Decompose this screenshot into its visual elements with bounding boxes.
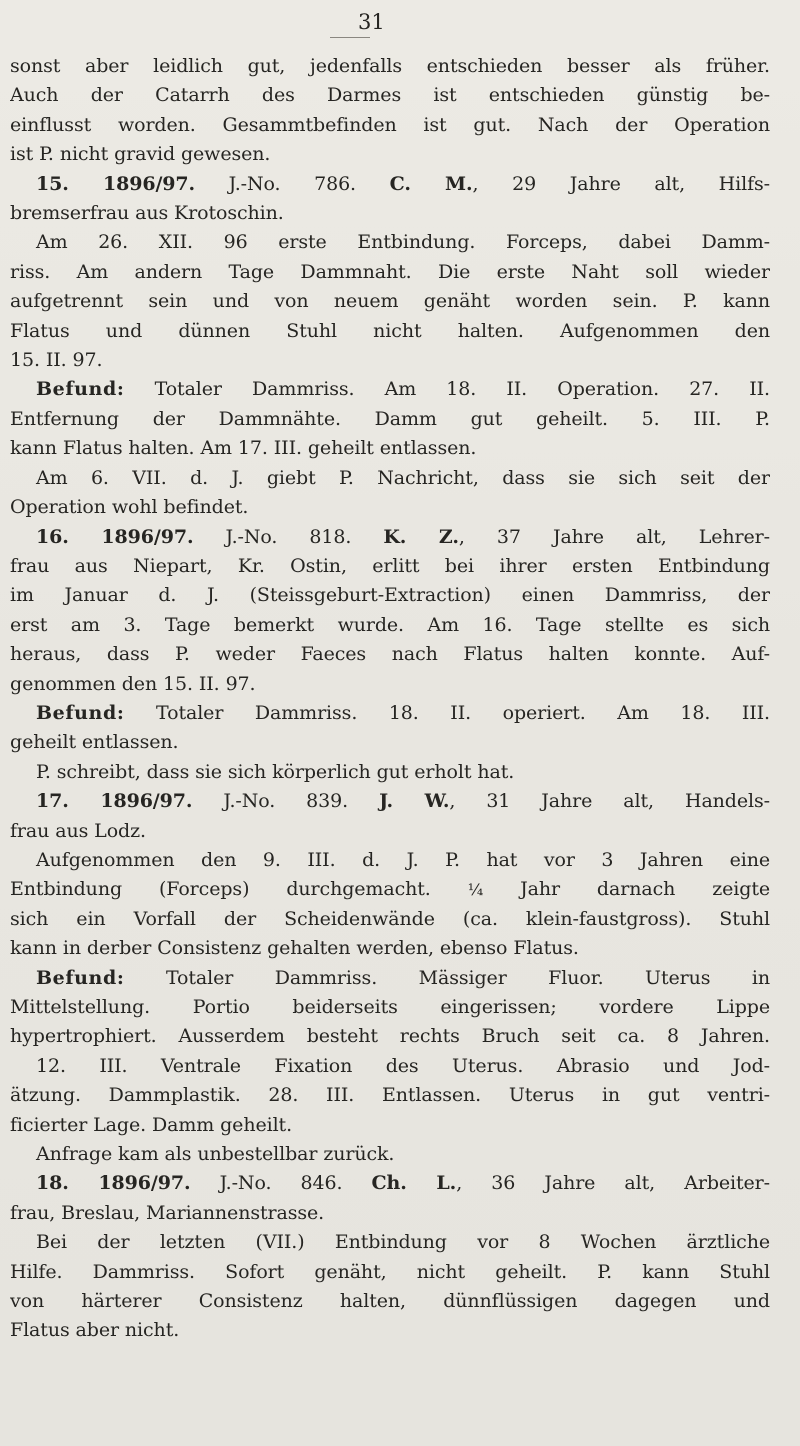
text-heading-segment: Befund: [36, 966, 125, 989]
text-segment: J.-No. 846. [190, 1172, 372, 1195]
text-segment: aufgetrennt sein und von neuem genäht worden sein. P. kann [10, 290, 770, 313]
text-heading-segment: K. Z. [383, 525, 459, 548]
text-segment: Anfrage kam als unbestellbar zurück. [36, 1143, 395, 1166]
text-segment: heraus, dass P. weder Faeces nach Flatus halten konnte. Auf- [10, 643, 770, 666]
text-line [10, 1022, 770, 1051]
text-segment: Aufgenommen den 9. III. d. J. P. hat vor 3 Jahren eine [36, 848, 770, 871]
text-segment: kann Flatus halten. Am 17. III. geheilt entlassen. [10, 437, 477, 460]
text-segment: Flatus aber nicht. [10, 1319, 180, 1342]
text-segment: geheilt entlassen. [10, 731, 179, 754]
text-heading-segment: 18. 1896/97. [36, 1172, 191, 1195]
text-line [10, 523, 770, 552]
text-segment: hypertrophiert. Ausserdem besteht rechts Bruch seit ca. 8 Jahren. [10, 1025, 770, 1048]
text-heading-segment: Befund: [36, 701, 125, 724]
text-line [10, 1287, 770, 1316]
text-heading-segment: J. W. [379, 790, 450, 813]
text-line [10, 728, 770, 757]
text-line [10, 787, 770, 816]
text-segment: , 37 Jahre alt, Lehrer- [458, 525, 770, 548]
text-segment: Entfernung der Dammnähte. Damm gut geheilt. 5. III. P. [10, 407, 770, 430]
page-number: 31 [358, 10, 385, 34]
text-heading-segment: Ch. L. [371, 1172, 457, 1195]
text-line [10, 81, 770, 110]
text-segment: J.-No. 818. [193, 525, 384, 548]
text-segment: riss. Am andern Tage Dammnaht. Die erste Naht soll wieder [10, 260, 770, 283]
text-segment: frau, Breslau, Mariannenstrasse. [10, 1201, 325, 1224]
text-segment: sich ein Vorfall der Scheidenwände (ca. klein-faustgross). Stuhl [10, 907, 770, 930]
text-line [10, 993, 770, 1022]
body-text [10, 52, 770, 1346]
text-line [10, 258, 770, 287]
text-segment: ist P. nicht gravid gewesen. [10, 143, 271, 166]
text-line [10, 905, 770, 934]
text-line [10, 1169, 770, 1198]
text-line [10, 1111, 770, 1140]
text-heading-segment: 17. 1896/97. [36, 790, 193, 813]
text-segment: Am 6. VII. d. J. giebt P. Nachricht, dass sie sich seit der [36, 466, 770, 489]
text-segment: , 29 Jahre alt, Hilfs- [472, 172, 770, 195]
text-segment: Flatus und dünnen Stuhl nicht halten. Aufgenommen den [10, 319, 770, 342]
text-heading-segment: C. M. [389, 172, 473, 195]
text-segment: ¼ [467, 880, 484, 900]
text-segment: Am 26. XII. 96 erste Entbindung. Forceps, dabei Damm- [36, 231, 770, 254]
text-segment: ficierter Lage. Damm geheilt. [10, 1113, 293, 1136]
text-line [10, 964, 770, 993]
text-segment: Totaler Dammriss. 18. II. operiert. Am 18. III. [124, 701, 770, 724]
text-segment: kann in derber Consistenz gehalten werden, ebenso Flatus. [10, 937, 579, 960]
text-segment: J.-No. 786. [195, 172, 390, 195]
text-line [10, 346, 770, 375]
text-line [10, 405, 770, 434]
text-segment: ätzung. Dammplastik. 28. III. Entlassen. Uterus in gut ventri- [10, 1084, 770, 1107]
text-line [10, 1258, 770, 1287]
text-line [10, 817, 770, 846]
text-line [10, 228, 770, 257]
text-segment: Mittelstellung. Portio beiderseits eingerissen; vordere Lippe [10, 996, 770, 1018]
header-rule [330, 37, 370, 38]
text-segment: J.-No. 839. [192, 790, 380, 813]
text-segment: einflusst worden. Gesammtbefinden ist gut. Nach der Operation [10, 113, 770, 136]
text-segment: 12. III. Ventrale Fixation des Uterus. Abrasio und Jod- [36, 1054, 770, 1077]
text-segment: Bei der letzten (VII.) Entbindung vor 8 Wochen ärztliche [36, 1231, 770, 1254]
text-line [10, 581, 770, 610]
text-line [10, 875, 770, 904]
text-segment: im Januar d. J. (Steissgeburt-Extraction) einen Dammriss, der [10, 584, 770, 607]
text-line [10, 934, 770, 963]
text-segment: erst am 3. Tage bemerkt wurde. Am 16. Tage stellte es sich [10, 613, 770, 636]
text-segment: frau aus Niepart, Kr. Ostin, erlitt bei ihrer ersten Entbindung [10, 554, 770, 577]
text-heading-segment: 16. 1896/97. [36, 525, 194, 548]
text-line [10, 111, 770, 140]
text-segment: Jahr darnach zeigte [483, 878, 770, 901]
text-line [10, 758, 770, 787]
text-line [10, 199, 770, 228]
text-heading-segment: 15. 1896/97. [36, 172, 196, 195]
text-segment: sonst aber leidlich gut, jedenfalls entschieden besser als früher. [10, 55, 770, 77]
text-line [10, 317, 770, 346]
text-line [10, 1228, 770, 1257]
text-line [10, 493, 770, 522]
text-segment: Entbindung (Forceps) durchgemacht. [10, 878, 468, 901]
text-line [10, 464, 770, 493]
text-segment: genommen den 15. II. 97. [10, 672, 256, 695]
text-segment: bremserfrau aus Krotoschin. [10, 202, 284, 225]
text-line [10, 640, 770, 669]
text-segment: Operation wohl befindet. [10, 496, 249, 519]
text-segment: von härterer Consistenz halten, dünnflüssigen dagegen und [10, 1290, 770, 1313]
text-line [10, 170, 770, 199]
text-line [10, 52, 770, 81]
text-segment: 15. II. 97. [10, 349, 103, 372]
text-segment: , 31 Jahre alt, Handels- [449, 790, 770, 813]
text-line [10, 1199, 770, 1228]
text-segment: Totaler Dammriss. Am 18. II. Operation. 27. II. [124, 378, 770, 401]
text-segment: frau aus Lodz. [10, 819, 146, 842]
text-segment: Auch der Catarrh des Darmes ist entschieden günstig be- [10, 84, 770, 107]
text-segment: Hilfe. Dammriss. Sofort genäht, nicht geheilt. P. kann Stuhl [10, 1260, 770, 1283]
text-line [10, 699, 770, 728]
text-line [10, 1052, 770, 1081]
text-heading-segment: Befund: [36, 378, 125, 401]
text-line [10, 140, 770, 169]
text-line [10, 1081, 770, 1110]
text-line [10, 287, 770, 316]
text-line [10, 1316, 770, 1345]
text-segment: Totaler Dammriss. Mässiger Fluor. Uterus in [124, 966, 770, 989]
text-line [10, 670, 770, 699]
text-line [10, 552, 770, 581]
text-line [10, 1140, 770, 1169]
text-line [10, 375, 770, 404]
text-line [10, 846, 770, 875]
text-line [10, 434, 770, 463]
text-line [10, 611, 770, 640]
text-segment: P. schreibt, dass sie sich körperlich gut erholt hat. [36, 760, 515, 783]
text-segment: , 36 Jahre alt, Arbeiter- [456, 1172, 770, 1195]
